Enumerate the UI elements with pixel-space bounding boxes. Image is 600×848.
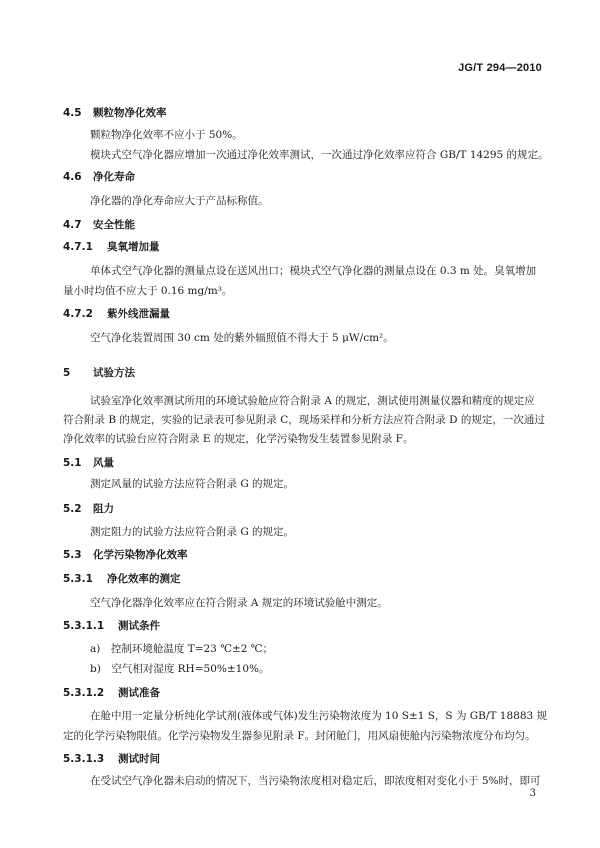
section-heading-5-3-1-1: [63, 619, 600, 633]
section-number: 5.3.1: [63, 573, 93, 585]
section-number: 5.3.1.1: [63, 620, 105, 632]
paragraph: 试验室净化效率测试所用的环境试验舱应符合附录 A 的规定，测试使用测量仪器和精度的规定应: [90, 395, 535, 407]
section-number: 5.1: [63, 457, 82, 469]
paragraph: 在受试空气净化器未启动的情况下，当污染物浓度相对稳定后，即浓度相对变化小于 5%时，即可: [90, 775, 541, 787]
section-title: 测试准备: [118, 687, 160, 699]
section-number: 4.7.1: [63, 241, 93, 253]
section-heading-4-7: [63, 218, 600, 232]
section-title: 紫外线泄漏量: [107, 308, 170, 320]
paragraph-continuation: 定的化学污染物限值。化学污染物发生器参见附录 F。封闭舱门，用风扇使舱内污染物浓度分布均匀。: [63, 730, 536, 742]
section-number: 5.2: [63, 503, 82, 515]
paragraph: 测定阻力的试验方法应符合附录 G 的规定。: [90, 526, 295, 538]
section-number: 4.6: [63, 171, 82, 183]
section-title: 颗粒物净化效率: [93, 107, 167, 119]
list-item-a: a) 控制环境舱温度 T=23 ℃±2 ℃；: [90, 643, 274, 655]
page-number: 3: [529, 788, 536, 799]
section-title: 净化效率的测定: [107, 573, 181, 585]
paragraph: 测定风量的试验方法应符合附录 G 的规定。: [90, 478, 295, 490]
section-title: 阻力: [93, 503, 114, 515]
section-heading-5-3: [63, 548, 600, 562]
section-number: 4.5: [63, 107, 82, 119]
section-title: 风量: [93, 457, 114, 469]
section-heading-4-7-2: [63, 307, 600, 321]
section-title: 试验方法: [93, 367, 135, 379]
paragraph: 颗粒物净化效率不应小于 50%。: [90, 129, 243, 141]
section-heading-4-5: [63, 106, 600, 120]
section-title: 安全性能: [93, 219, 135, 231]
section-heading-5-3-1: [63, 572, 600, 586]
list-item-b: b) 空气相对湿度 RH=50%±10%。: [90, 663, 270, 675]
section-title: 臭氧增加量: [107, 241, 160, 253]
section-heading-4-7-1: [63, 240, 600, 254]
standard-code: JG/T 294—2010: [458, 62, 542, 74]
paragraph-continuation: 量小时均值不应大于 0.16 mg/m³。: [63, 285, 233, 297]
paragraph: 模块式空气净化器应增加一次通过净化效率测试，一次通过净化效率应符合 GB/T 14295 的规定。: [90, 149, 549, 161]
section-heading-5-3-1-2: [63, 686, 600, 700]
paragraph: 单体式空气净化器的测量点设在送风出口；模块式空气净化器的测量点设在 0.3 m 处。臭氧增加: [90, 265, 537, 277]
section-number: 4.7.2: [63, 308, 93, 320]
section-number: 5.3: [63, 549, 82, 561]
section-heading-5-1: [63, 456, 600, 470]
section-heading-5-2: [63, 502, 600, 516]
section-title: 测试条件: [118, 620, 160, 632]
section-title: 测试时间: [118, 753, 160, 765]
paragraph: 在舱中用一定量分析纯化学试剂(液体或气体)发生污染物浓度为 10 S±1 S，S 为 GB/T 18883 规: [90, 710, 548, 722]
paragraph-continuation: 净化效率的试验台应符合附录 E 的规定，化学污染物发生装置参见附录 F。: [63, 433, 414, 445]
section-number: 4.7: [63, 219, 82, 231]
section-heading-5: [63, 366, 600, 380]
paragraph: 净化器的净化寿命应大于产品标称值。: [90, 195, 269, 207]
section-title: 化学污染物净化效率: [93, 549, 188, 561]
section-number: 5: [63, 367, 71, 379]
section-number: 5.3.1.2: [63, 687, 105, 699]
paragraph: 空气净化装置周围 30 cm 处的紫外辐照值不得大于 5 μW/cm²。: [90, 332, 394, 344]
section-heading-4-6: [63, 170, 600, 184]
section-heading-5-3-1-3: [63, 752, 600, 766]
paragraph-continuation: 符合附录 B 的规定，实验的记录表可参见附录 C，现场采样和分析方法应符合附录 D 的规定，一次通过: [63, 414, 545, 426]
section-number: 5.3.1.3: [63, 753, 105, 765]
section-title: 净化寿命: [93, 171, 135, 183]
paragraph: 空气净化器净化效率应在符合附录 A 规定的环境试验舱中测定。: [90, 597, 388, 609]
